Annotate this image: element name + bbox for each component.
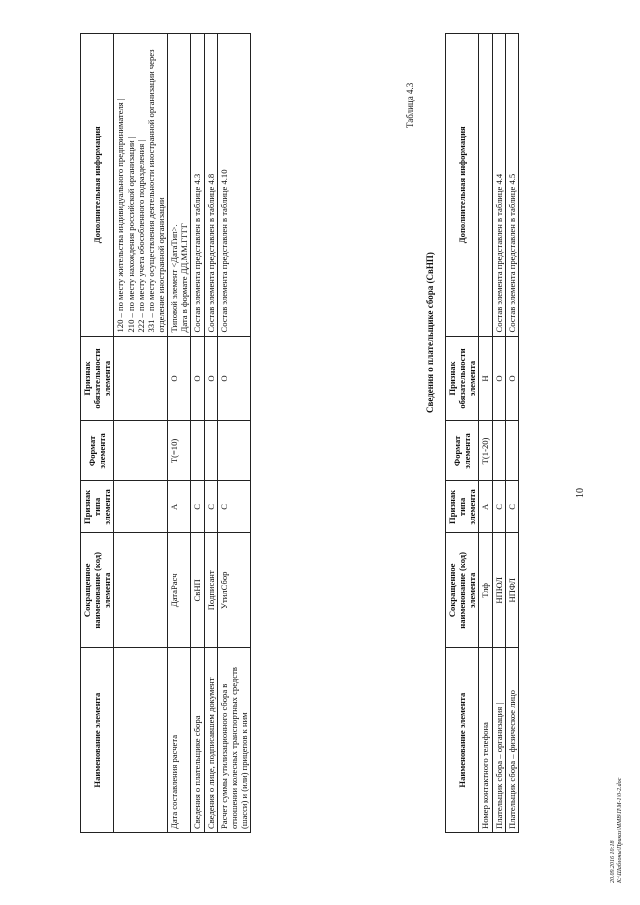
header-cell: Признак обязательности элемента bbox=[81, 336, 114, 421]
info-line: 210 – по месту нахождения российской организации | bbox=[125, 136, 136, 333]
table-row bbox=[492, 34, 505, 833]
cell-type: А bbox=[168, 481, 191, 533]
cell-req bbox=[114, 336, 168, 421]
table-row bbox=[204, 34, 217, 833]
cell-name: Плательщик сбора – физическое лицо bbox=[505, 648, 518, 833]
cell-format bbox=[114, 421, 168, 481]
table-header-row bbox=[81, 34, 114, 833]
cell-type: А bbox=[479, 481, 492, 533]
table-title: Сведения о плательщике сбора (СвНП) bbox=[425, 252, 435, 413]
cell-req: О bbox=[191, 336, 204, 421]
table-row bbox=[505, 34, 518, 833]
cell-info: Состав элемента представлен в таблице 4.5 bbox=[505, 34, 518, 337]
cell-req: О bbox=[204, 336, 217, 421]
cell-info bbox=[204, 34, 217, 337]
header-cell: Наименование элемента bbox=[81, 648, 114, 833]
table-4-3 bbox=[445, 33, 519, 833]
cell-code: Подписант bbox=[204, 533, 217, 648]
cell-info bbox=[168, 34, 191, 337]
table-row bbox=[191, 34, 204, 833]
cell-name: Расчет суммы утилизационного сбора в отношении колесных транспортных средств (шасси) и (или) прицепов к ним bbox=[217, 648, 250, 833]
cell-code: УтилСбор bbox=[217, 533, 250, 648]
header-cell: Дополнительная информация bbox=[81, 34, 114, 337]
table-row bbox=[479, 34, 492, 833]
cell-req: О bbox=[217, 336, 250, 421]
cell-info bbox=[217, 34, 250, 337]
cell-req: О bbox=[492, 336, 505, 421]
info-line: Типовой элемент <ДатаТип>. bbox=[169, 224, 180, 333]
cell-name: Дата составления расчета bbox=[168, 648, 191, 833]
cell-name: Плательщик сбора – организация | bbox=[492, 648, 505, 833]
cell-type: С bbox=[217, 481, 250, 533]
table-continuation bbox=[80, 33, 251, 833]
cell-format bbox=[217, 421, 250, 481]
cell-info bbox=[191, 34, 204, 337]
cell-req: О bbox=[505, 336, 518, 421]
cell-type bbox=[114, 481, 168, 533]
info-line: Состав элемента представлен в таблице 4.10 bbox=[218, 169, 229, 333]
header-cell: Дополнительная информация bbox=[446, 34, 479, 337]
cell-type: С bbox=[492, 481, 505, 533]
header-cell: Наименование элемента bbox=[446, 648, 479, 833]
header-cell: Признак типа элемента bbox=[446, 481, 479, 533]
cell-info bbox=[114, 34, 168, 337]
cell-format bbox=[505, 421, 518, 481]
cell-code bbox=[114, 533, 168, 648]
cell-format: T(1-20) bbox=[479, 421, 492, 481]
header-cell: Формат элемента bbox=[81, 421, 114, 481]
info-line: Состав элемента представлен в таблице 4.3 bbox=[192, 173, 203, 333]
cell-type: С bbox=[204, 481, 217, 533]
table-row bbox=[217, 34, 250, 833]
cell-code: НПЮЛ bbox=[492, 533, 505, 648]
cell-format bbox=[191, 421, 204, 481]
cell-code: Тлф bbox=[479, 533, 492, 648]
footer-line: К:\Шаблоны\Приказ\ММВ\П\М-1\0-2.doc bbox=[617, 777, 624, 883]
cell-name: Сведения о плательщике сбора bbox=[191, 648, 204, 833]
table-header-row bbox=[446, 34, 479, 833]
header-cell: Признак типа элемента bbox=[81, 481, 114, 533]
cell-code: НПФЛ bbox=[505, 533, 518, 648]
footer-line: 20.09.2016 10:18 bbox=[610, 840, 616, 883]
cell-code: ДатаРасч bbox=[168, 533, 191, 648]
info-line: 331 – по месту осуществления деятельности иностранной организации через отделение иностранной организации bbox=[145, 49, 166, 333]
file-footer bbox=[610, 778, 624, 883]
cell-info bbox=[479, 34, 492, 337]
cell-name: Сведения о лице, подписавшем документ bbox=[204, 648, 217, 833]
header-cell: Сокращенное наименование (код) элемента bbox=[81, 533, 114, 648]
header-cell: Формат элемента bbox=[446, 421, 479, 481]
cell-info: Состав элемента представлен в таблице 4.4 bbox=[492, 34, 505, 337]
info-line: 120 – по месту жительства индивидуального предпринимателя | bbox=[115, 98, 126, 333]
header-cell: Признак обязательности элемента bbox=[446, 336, 479, 421]
cell-code: СвНП bbox=[191, 533, 204, 648]
info-line: Дата в формате ДД.ММ.ГГГГ bbox=[179, 223, 190, 333]
cell-name: Номер контактного телефона bbox=[479, 648, 492, 833]
table-row bbox=[114, 34, 168, 833]
info-line: Состав элемента представлен в таблице 4.8 bbox=[205, 173, 216, 333]
cell-format bbox=[492, 421, 505, 481]
rotated-content bbox=[40, 28, 624, 888]
table-row bbox=[168, 34, 191, 833]
cell-req: О bbox=[168, 336, 191, 421]
info-line: 222 – по месту учета обособленного подразделения | bbox=[135, 139, 146, 333]
cell-name bbox=[114, 648, 168, 833]
cell-type: С bbox=[505, 481, 518, 533]
cell-type: С bbox=[191, 481, 204, 533]
header-cell: Сокращенное наименование (код) элемента bbox=[446, 533, 479, 648]
page-number: 10 bbox=[575, 488, 586, 498]
table-number: Таблица 4.3 bbox=[405, 82, 415, 128]
cell-req: Н bbox=[479, 336, 492, 421]
cell-format bbox=[204, 421, 217, 481]
cell-format: T(=10) bbox=[168, 421, 191, 481]
